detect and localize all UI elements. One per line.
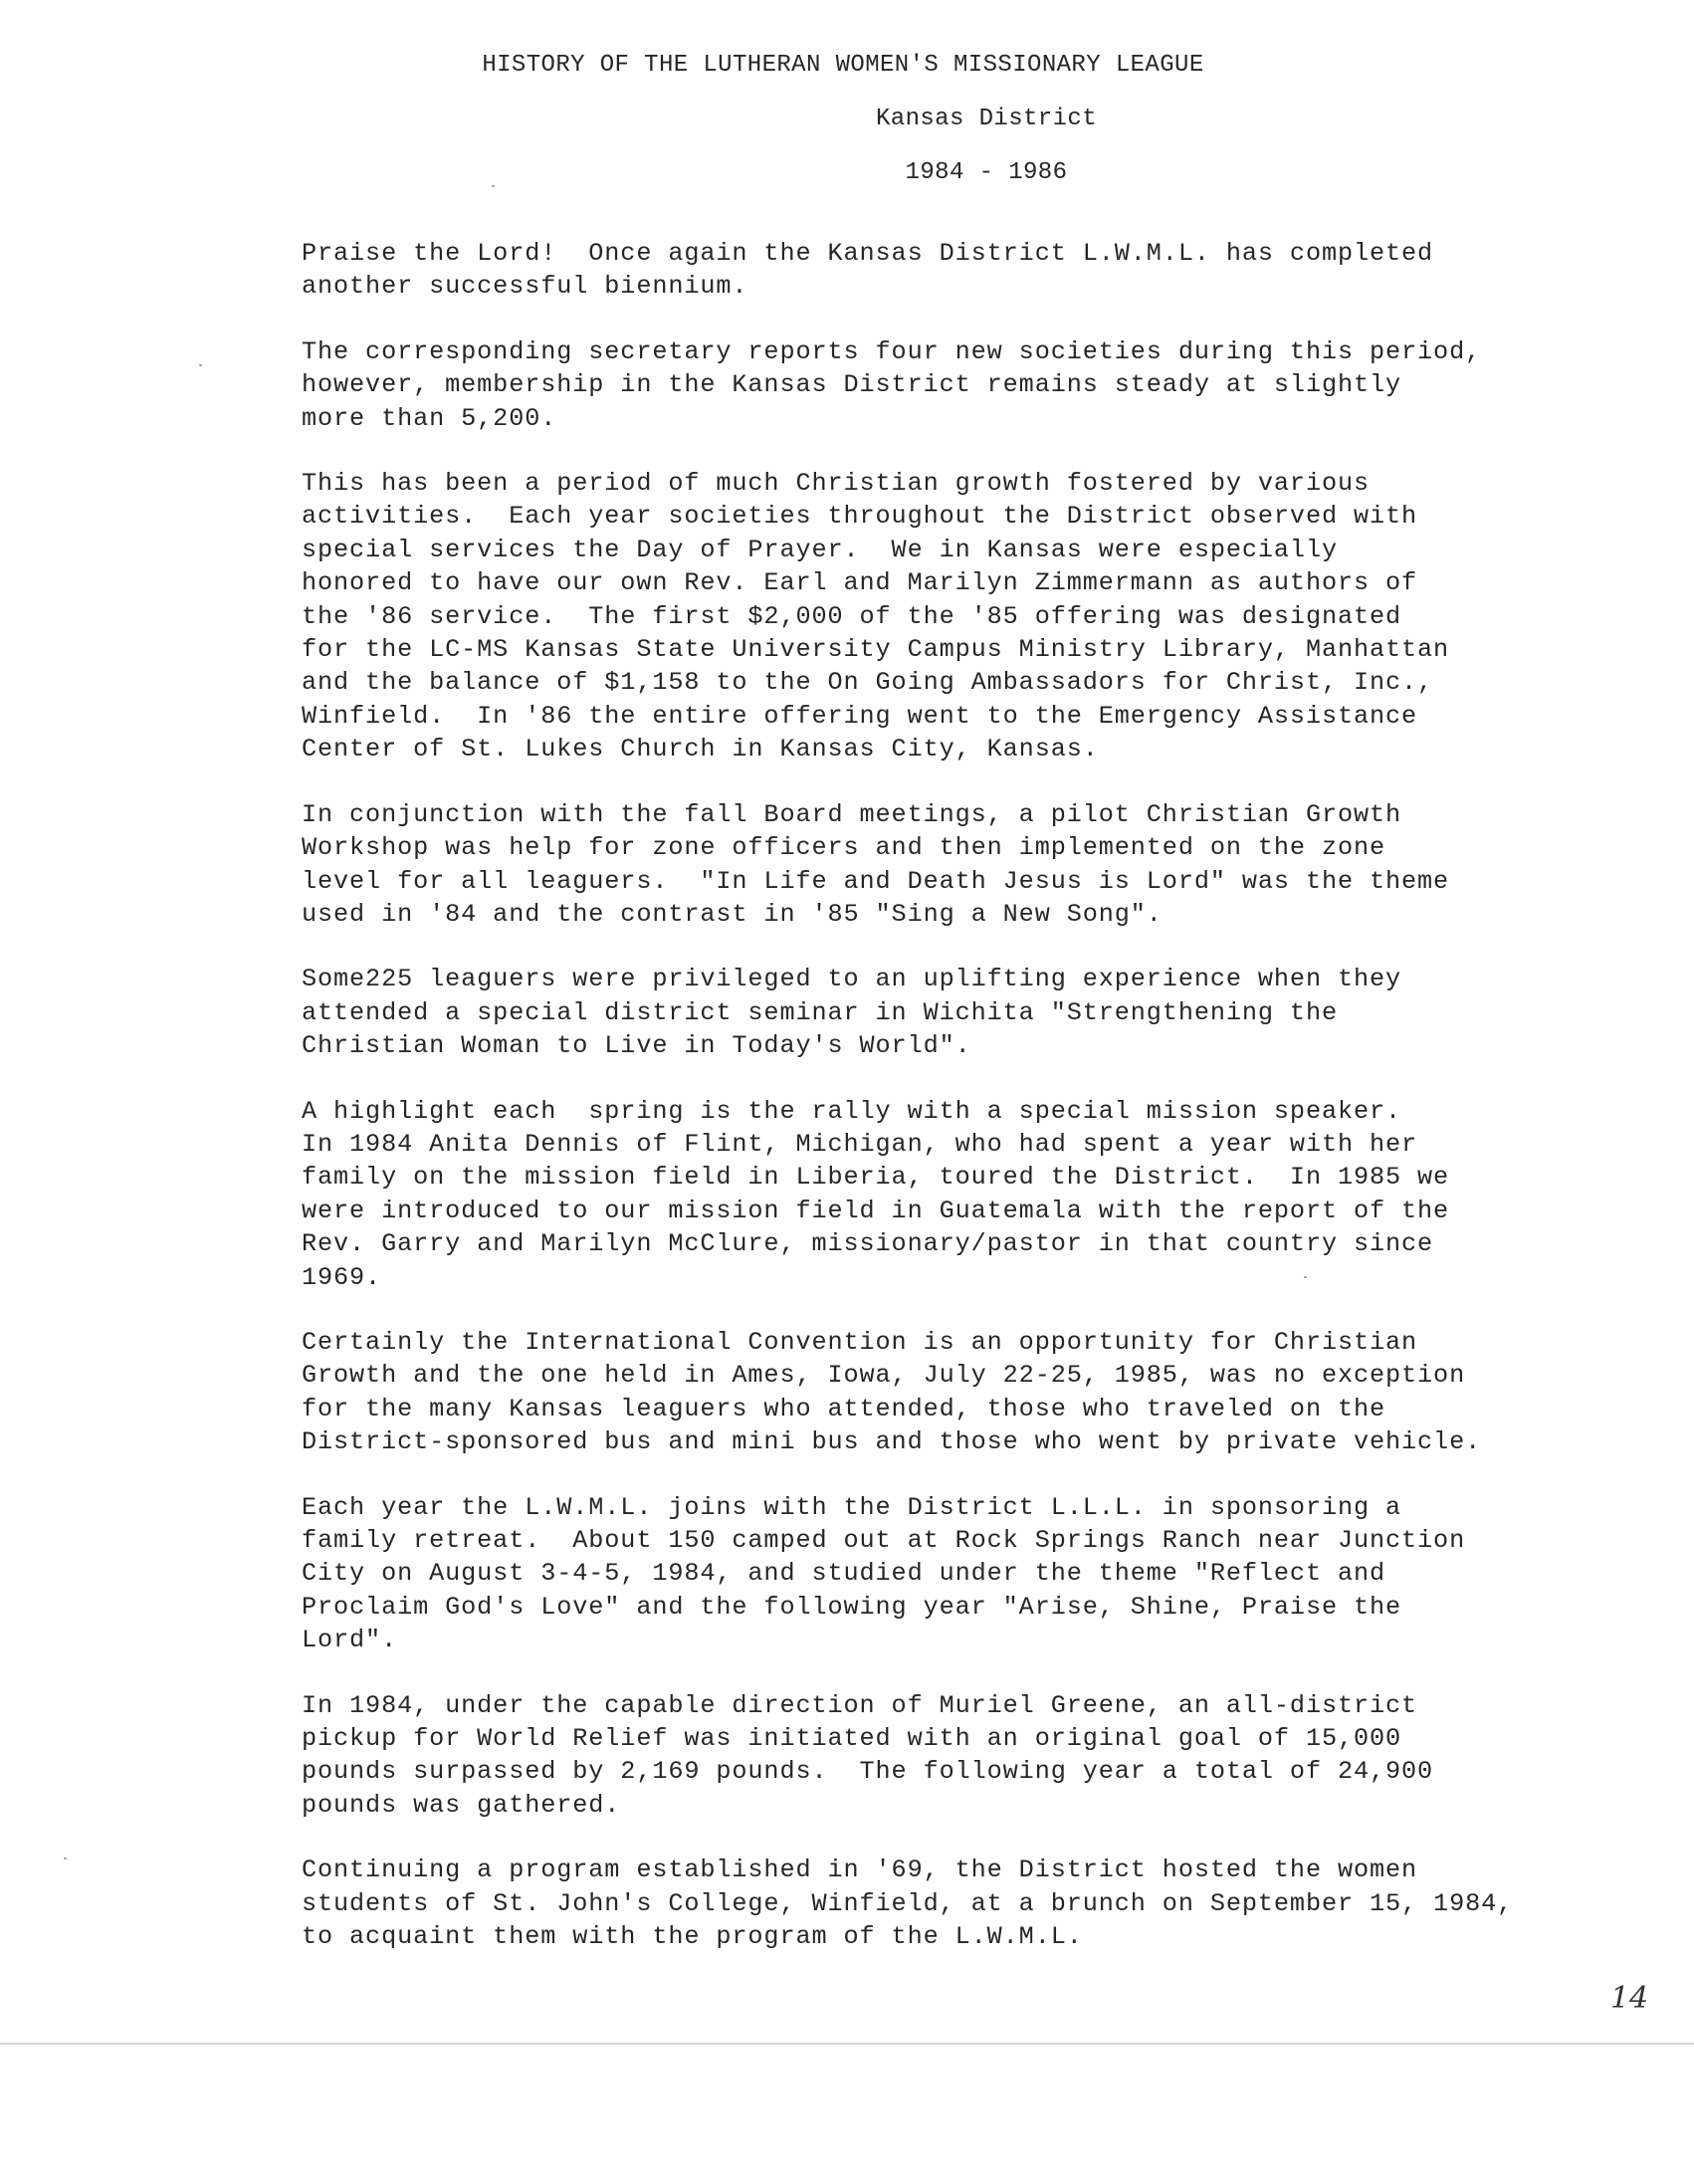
text-line: attended a special district seminar in Wichita "Strengthening the bbox=[302, 997, 1338, 1027]
text-line: special services the Day of Prayer. We in Kansas were especially bbox=[302, 535, 1338, 564]
text-line: This has been a period of much Christian growth fostered by various bbox=[302, 469, 1371, 499]
paragraph bbox=[302, 963, 1615, 1062]
text-line: the '86 service. The first $2,000 of the '85 offering was designated bbox=[302, 601, 1402, 631]
text-line: Some225 leaguers were privileged to an uplifting experience when they bbox=[302, 965, 1402, 994]
text-line: more than 5,200. bbox=[302, 403, 557, 433]
text-line: Lord". bbox=[302, 1626, 398, 1655]
document-body bbox=[302, 237, 1615, 1985]
text-line: Winfield. In '86 the entire offering went to the Emergency Assistance bbox=[302, 701, 1418, 731]
document-subtitle: Kansas District bbox=[875, 106, 1098, 132]
text-line: used in '84 and the contrast in '85 "Sing a New Song". bbox=[302, 899, 1163, 929]
text-line: for the LC-MS Kansas State University Campus Ministry Library, Manhattan bbox=[302, 635, 1450, 665]
scan-speck bbox=[492, 185, 495, 187]
paragraph bbox=[302, 1326, 1615, 1459]
paragraph bbox=[302, 237, 1615, 304]
text-line: pickup for World Relief was initiated with an original goal of 15,000 bbox=[302, 1724, 1402, 1754]
paragraph bbox=[302, 1095, 1615, 1294]
text-line: family on the mission field in Liberia, toured the District. In 1985 we bbox=[302, 1163, 1450, 1193]
text-line: pounds surpassed by 2,169 pounds. The following year a total of 24,900 bbox=[302, 1757, 1434, 1787]
text-line: students of St. John's College, Winfield, at a brunch on September 15, 1984, bbox=[302, 1888, 1514, 1918]
text-line: level for all leaguers. "In Life and Death Jesus is Lord" was the theme bbox=[302, 866, 1450, 896]
text-line: were introduced to our mission field in Guatemala with the report of the bbox=[302, 1196, 1450, 1225]
text-line: another successful biennium. bbox=[302, 272, 748, 302]
text-line: and the balance of $1,158 to the On Going Ambassadors for Christ, Inc., bbox=[302, 668, 1434, 698]
text-line: honored to have our own Rev. Earl and Marilyn Zimmermann as authors of bbox=[302, 568, 1418, 598]
scan-speck bbox=[64, 1857, 67, 1859]
text-line: Proclaim God's Love" and the following year "Arise, Shine, Praise the bbox=[302, 1592, 1402, 1622]
text-line: 1969. bbox=[302, 1262, 382, 1292]
paragraph bbox=[302, 798, 1615, 932]
text-line: pounds was gathered. bbox=[302, 1790, 621, 1820]
text-line: Certainly the International Convention is an opportunity for Christian bbox=[302, 1327, 1418, 1357]
document-title: HISTORY OF THE LUTHERAN WOMEN'S MISSIONARY LEAGUE bbox=[482, 52, 1204, 79]
text-line: Christian Woman to Live in Today's World". bbox=[302, 1031, 971, 1061]
text-line: Praise the Lord! Once again the Kansas District L.W.M.L. has completed bbox=[302, 239, 1434, 268]
text-line: Continuing a program established in '69, the District hosted the women bbox=[302, 1856, 1418, 1885]
text-line: Workshop was help for zone officers and then implemented on the zone bbox=[302, 833, 1386, 863]
text-line: City on August 3-4-5, 1984, and studied under the theme "Reflect and bbox=[302, 1559, 1386, 1589]
text-line: A highlight each spring is the rally with a special mission speaker. bbox=[302, 1096, 1402, 1126]
text-line: District-sponsored bus and mini bus and those who went by private vehicle. bbox=[302, 1427, 1482, 1457]
paragraph bbox=[302, 1491, 1615, 1657]
text-line: The corresponding secretary reports four new societies during this period, bbox=[302, 336, 1482, 366]
text-line: activities. Each year societies throughout the District observed with bbox=[302, 502, 1418, 532]
paragraph bbox=[302, 335, 1615, 435]
text-line: In 1984, under the capable direction of Muriel Greene, an all-district bbox=[302, 1690, 1418, 1720]
paragraph bbox=[302, 467, 1615, 766]
text-line: Rev. Garry and Marilyn McClure, missionary/pastor in that country since bbox=[302, 1229, 1434, 1259]
text-line: In conjunction with the fall Board meetings, a pilot Christian Growth bbox=[302, 799, 1402, 829]
scan-speck bbox=[1304, 1276, 1307, 1278]
paragraph bbox=[302, 1854, 1615, 1953]
text-line: for the many Kansas leaguers who attended, those who traveled on the bbox=[302, 1394, 1386, 1423]
document-years: 1984 - 1986 bbox=[905, 159, 1068, 186]
page-edge-line bbox=[0, 2043, 1694, 2045]
text-line: however, membership in the Kansas District remains steady at slightly bbox=[302, 370, 1402, 400]
text-line: Growth and the one held in Ames, Iowa, July 22-25, 1985, was no exception bbox=[302, 1361, 1466, 1391]
text-line: Each year the L.W.M.L. joins with the District L.L.L. in sponsoring a bbox=[302, 1492, 1402, 1522]
text-line: Center of St. Lukes Church in Kansas City, Kansas. bbox=[302, 735, 1099, 764]
paragraph bbox=[302, 1689, 1615, 1823]
text-line: In 1984 Anita Dennis of Flint, Michigan, who had spent a year with her bbox=[302, 1129, 1418, 1159]
page-number: 14 bbox=[1610, 1981, 1649, 2016]
text-line: to acquaint them with the program of the L.W.M.L. bbox=[302, 1922, 1083, 1952]
scan-speck bbox=[199, 364, 202, 366]
text-line: family retreat. About 150 camped out at Rock Springs Ranch near Junction bbox=[302, 1526, 1466, 1555]
